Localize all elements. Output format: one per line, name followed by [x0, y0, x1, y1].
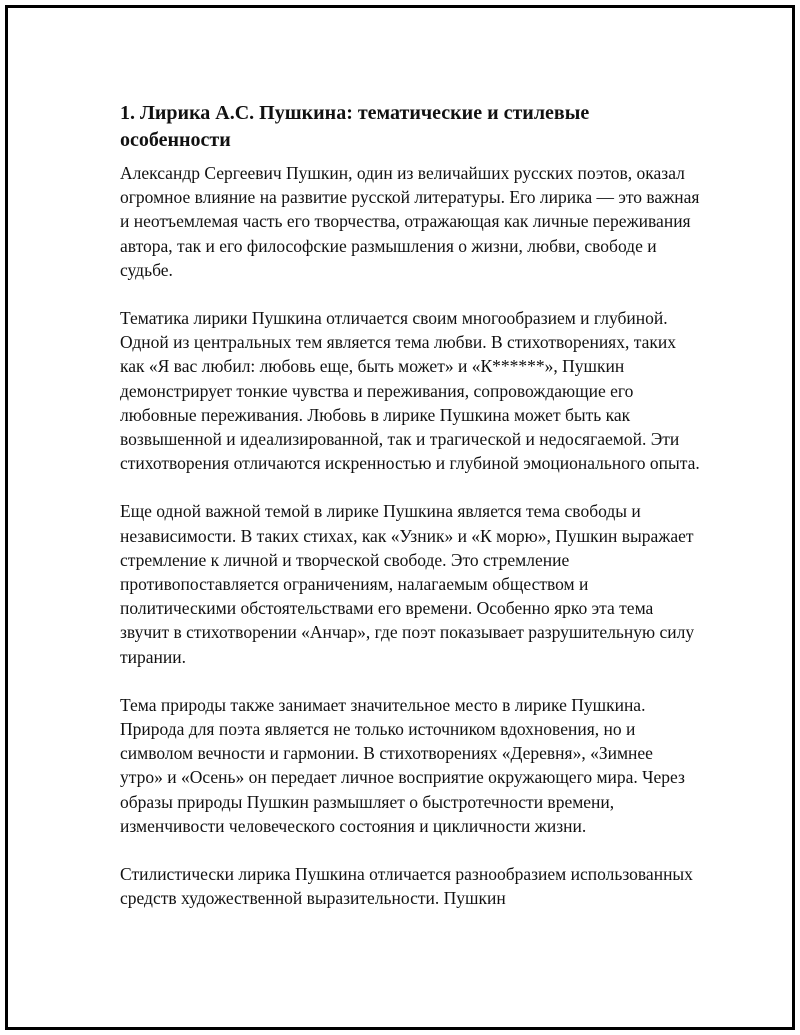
- paragraph-intro: Александр Сергеевич Пушкин, один из величайших русских поэтов, оказал огромное влияние на развитие русской литературы. Его лирика — это важная и неотъемлемая часть его творчества, отражающая как личные переживания автора, так и его философские размышления о жизни, любви, свободе и судьбе.: [120, 163, 700, 280]
- paragraph-love-theme: Тематика лирики Пушкина отличается своим многообразием и глубиной. Одной из центральных тем является тема любви. В стихотворениях, таких как «Я вас любил: любовь еще, быть может» и «К******», Пушкин демонстрирует тонкие чувства и переживания, сопровождающие его любовные переживания. Любовь в лирике Пушкина может быть как возвышенной и идеализированной, так и трагической и недосягаемой. Эти стихотворения отличаются искренностью и глубиной эмоционального опыта.: [120, 308, 700, 474]
- paragraph-freedom-theme: Еще одной важной темой в лирике Пушкина является тема свободы и независимости. В таких стихах, как «Узник» и «К морю», Пушкин выражает стремление к личной и творческой свободе. Это стремление противопоставляется ограничениям, налагаемым обществом и политическими обстоятельствами его времени. Особенно ярко эта тема звучит в стихотворении «Анчар», где поэт показывает разрушительную силу тирании.: [120, 501, 695, 667]
- paragraph-style: Стилистически лирика Пушкина отличается разнообразием использованных средств художественной выразительности. Пушкин: [120, 864, 693, 909]
- page-frame: [5, 5, 795, 1030]
- section-heading: 1. Лирика А.С. Пушкина: тематические и стилевые особенности: [120, 102, 590, 151]
- paragraph-nature-theme: Тема природы также занимает значительное место в лирике Пушкина. Природа для поэта является не только источником вдохновения, но и символом вечности и гармонии. В стихотворениях «Деревня», «Зимнее утро» и «Осень» он передает личное восприятие окружающего мира. Через образы природы Пушкин размышляет о быстротечности времени, изменчивости человеческого состояния и цикличности жизни.: [120, 694, 685, 836]
- document-body: [120, 100, 700, 910]
